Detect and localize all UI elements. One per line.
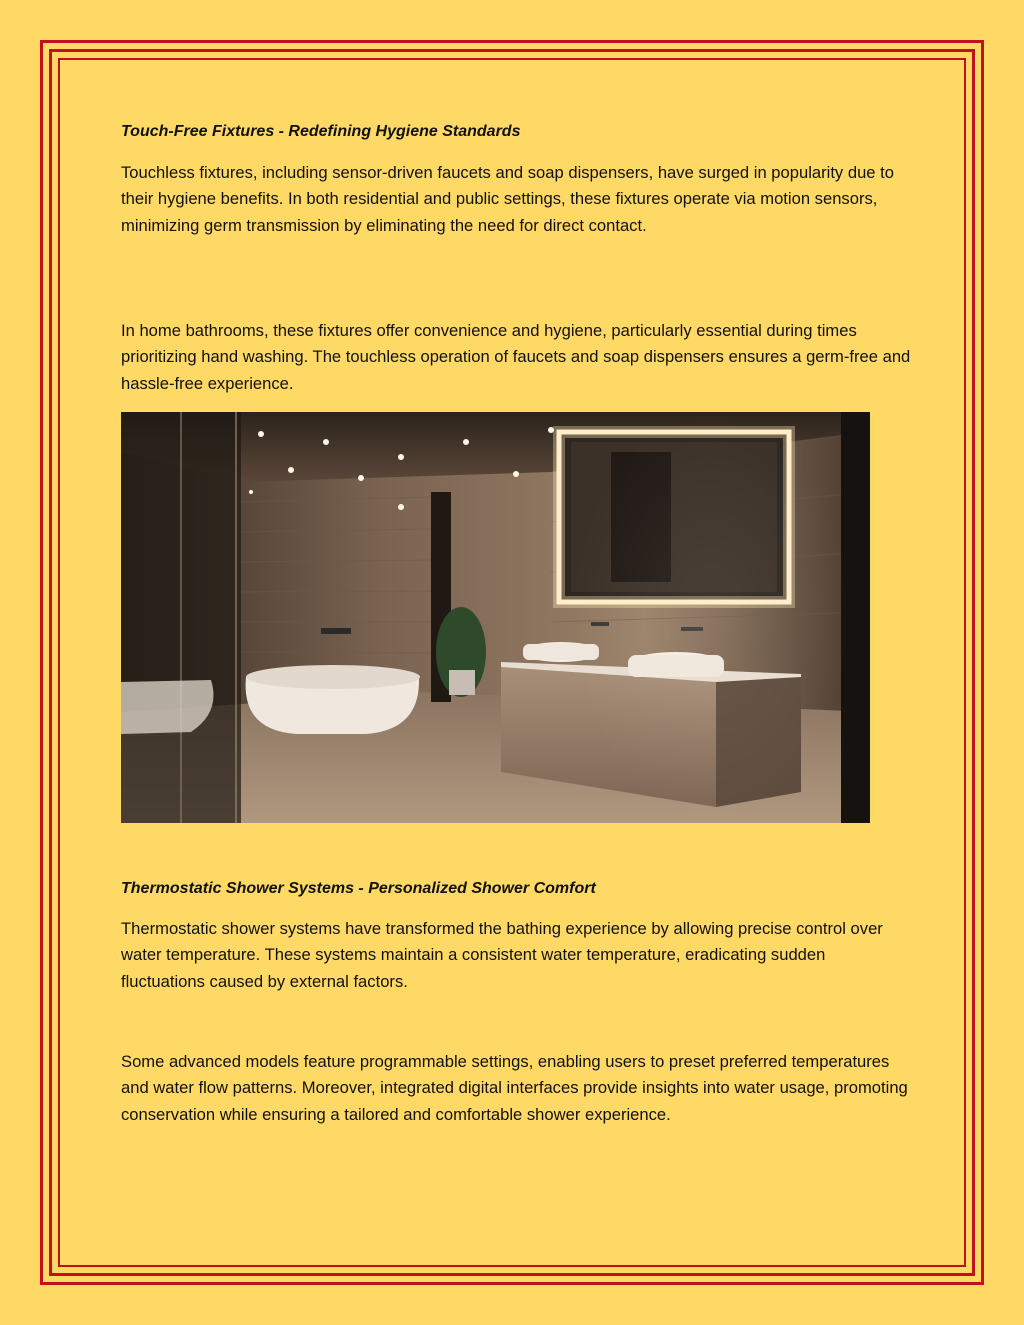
paragraph-home-bathrooms: In home bathrooms, these fixtures offer convenience and hygiene, particularly essential during times prioritizing hand washing. The touchless operation of faucets and soap dispensers ensures a germ-free and hassle-free experience. — [121, 321, 911, 393]
section-heading-thermostatic: Thermostatic Shower Systems - Personalized Shower Comfort — [121, 880, 596, 897]
bathroom-photo — [121, 412, 870, 823]
paragraph-advanced-models: Some advanced models feature programmable settings, enabling users to preset preferred temperatures and water flow patterns. Moreover, integrated digital interfaces provide insights into water usage, promoting conservation while ensuring a tailored and comfortable shower experience. — [121, 1052, 908, 1124]
paragraph-thermostatic-intro: Thermostatic shower systems have transformed the bathing experience by allowing precise control over water temperature. These systems maintain a consistent water temperature, eradicating sudden fluctuations caused by external factors. — [121, 919, 883, 991]
paragraph-touchless-intro: Touchless fixtures, including sensor-driven faucets and soap dispensers, have surged in popularity due to their hygiene benefits. In both residential and public settings, these fixtures operate via motion sensors, minimizing germ transmission by eliminating the need for direct contact. — [121, 163, 894, 235]
section-heading-touch-free: Touch-Free Fixtures - Redefining Hygiene Standards — [121, 123, 521, 140]
